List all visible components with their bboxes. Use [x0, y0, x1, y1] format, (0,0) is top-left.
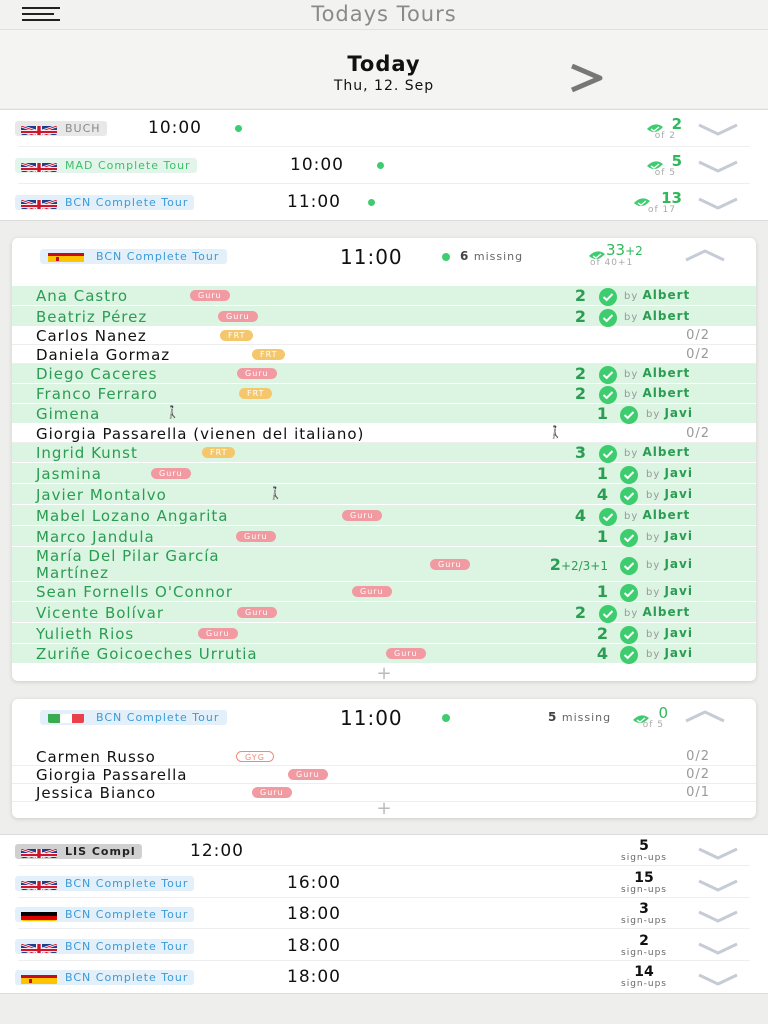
participant-row[interactable]: [12, 463, 756, 484]
chevron-down-icon[interactable]: [697, 941, 739, 955]
chevron-down-icon[interactable]: [697, 878, 739, 892]
participant-count-number: 4: [574, 506, 586, 525]
participant-count-number: 2: [574, 603, 586, 622]
confirmed-by: [646, 529, 693, 543]
page-title: Todays Tours: [311, 2, 457, 26]
participant-count: [492, 443, 586, 462]
missing-count: [460, 249, 523, 263]
tour-time: 18:00: [287, 904, 341, 924]
check-icon: [598, 385, 618, 405]
flag-icon: [21, 846, 57, 858]
participant-count-number: 1: [596, 464, 608, 483]
participant-row[interactable]: [12, 602, 756, 623]
check-icon: [598, 308, 618, 328]
confirmed-by-name: Albert: [642, 386, 691, 400]
badge-guru: Guru: [237, 368, 277, 379]
card-header[interactable]: [12, 238, 756, 288]
confirmed-by: [624, 445, 690, 459]
total-count: of 5: [654, 168, 676, 178]
participant-count-number: 1: [596, 582, 608, 601]
confirmed-count: 13: [661, 189, 682, 207]
participant-count-number: 2: [596, 624, 608, 643]
participant-count: [492, 624, 608, 643]
participant-row[interactable]: [12, 484, 756, 505]
tour-row[interactable]: [0, 930, 768, 961]
badge-guru: Guru: [288, 769, 328, 780]
flag-icon: [21, 909, 57, 921]
participant-name: Gimena: [36, 405, 101, 423]
check-icon: [598, 287, 618, 307]
check-icon: [619, 556, 639, 576]
check-icon: [619, 486, 639, 506]
flag-icon: [21, 878, 57, 890]
confirmed-by-name: Javi: [664, 646, 693, 660]
chevron-down-icon[interactable]: [697, 972, 739, 986]
badge-guru: Guru: [252, 787, 292, 798]
participant-ratio: 0/2: [686, 767, 710, 782]
participant-name-line2: Martínez: [36, 564, 109, 582]
badge-frt: FRT: [239, 388, 272, 399]
participant-name: Jessica Bianco: [36, 784, 157, 802]
flag-icon: [48, 711, 84, 723]
check-icon: [598, 507, 618, 527]
badge-guru: Guru: [237, 607, 277, 618]
confirmed-count: 2: [671, 115, 682, 133]
participant-count-number: 2: [574, 286, 586, 305]
confirmed-by: [624, 508, 690, 522]
badge-guru: Guru: [151, 468, 191, 479]
participant-count-number: 2: [549, 555, 561, 574]
tour-label: BCN Complete Tour: [15, 195, 194, 210]
confirmed-by: [646, 626, 693, 640]
check-icon: [619, 625, 639, 645]
by-prefix: by: [624, 312, 639, 323]
participant-name: María Del Pilar García: [36, 547, 220, 565]
participant-count: [492, 286, 586, 305]
check-icon: [619, 583, 639, 603]
badge-guru: Guru: [430, 559, 470, 570]
date-day: Today: [347, 52, 421, 76]
check-icon: [598, 365, 618, 385]
confirmed-by-name: Javi: [664, 557, 693, 571]
confirmed-by: [624, 288, 690, 302]
check-icon: [619, 528, 639, 548]
confirmed-by: [646, 466, 693, 480]
badge-guru: Guru: [342, 510, 382, 521]
badge-gyg: GYG: [236, 751, 274, 762]
badge-guru: Guru: [218, 311, 258, 322]
tour-label: MAD Complete Tour: [15, 158, 197, 173]
date-full: Thu, 12. Sep: [333, 78, 435, 94]
tour-time: 10:00: [148, 118, 202, 138]
total-count: of 40+1: [590, 258, 634, 268]
walking-person-icon: 🚶: [165, 405, 180, 419]
participant-name: Ingrid Kunst: [36, 444, 138, 462]
by-prefix: by: [646, 560, 661, 571]
participant-count-number: 1: [596, 527, 608, 546]
signup-count: 15: [634, 869, 654, 886]
by-prefix: by: [646, 629, 661, 640]
participant-name: Yulieth Rios: [36, 625, 135, 643]
confirmed-by-name: Albert: [642, 508, 691, 522]
participant-count: [492, 404, 608, 423]
participant-name: Diego Caceres: [36, 365, 158, 383]
participant-count: [492, 307, 586, 326]
tour-time: 12:00: [190, 841, 244, 861]
confirmed-count: [606, 241, 643, 259]
total-count: of 17: [648, 205, 676, 215]
total-count: of 5: [642, 720, 664, 730]
tour-time: 16:00: [287, 872, 341, 893]
check-icon: [619, 645, 639, 665]
confirmed-by-name: Javi: [664, 406, 693, 420]
tour-label: BCN Complete Tour: [15, 907, 194, 922]
badge-guru: Guru: [198, 628, 238, 639]
by-prefix: by: [624, 389, 639, 400]
tour-label: BCN Complete Tour: [40, 710, 227, 725]
participant-count: [492, 506, 586, 525]
participant-ratio: 0/2: [686, 328, 710, 343]
confirmed-by-name: Javi: [664, 466, 693, 480]
participant-name: Vicente Bolívar: [36, 604, 164, 622]
date-header: [0, 30, 768, 108]
participant-name: Giorgia Passarella (vienen del italiano): [36, 425, 365, 443]
participant-row[interactable]: [12, 443, 756, 463]
confirmed-extra: +2: [625, 244, 643, 258]
tour-label: BCN Complete Tour: [15, 939, 194, 954]
participant-row[interactable]: [12, 384, 756, 404]
participant-count: [492, 555, 608, 574]
participant-row[interactable]: [12, 424, 756, 443]
walking-person-icon: 🚶: [548, 425, 563, 439]
chevron-down-icon[interactable]: [697, 159, 739, 173]
participant-name: Jasmina: [36, 465, 102, 483]
confirmed-by: [646, 584, 693, 598]
participant-count-number: 2: [574, 364, 586, 383]
by-prefix: by: [624, 448, 639, 459]
by-prefix: by: [646, 649, 661, 660]
status-dot-icon: [442, 714, 450, 722]
participant-count-number: 1: [596, 404, 608, 423]
tour-row[interactable]: [0, 184, 768, 221]
confirmed-by-name: Albert: [642, 445, 691, 459]
participant-name: Giorgia Passarella: [36, 766, 188, 784]
tour-list-bottom: [0, 834, 768, 994]
badge-frt: FRT: [252, 349, 285, 360]
participant-count: [492, 582, 608, 601]
participant-name: Mabel Lozano Angarita: [36, 507, 229, 525]
check-icon: [598, 604, 618, 624]
badge-guru: Guru: [386, 648, 426, 659]
tour-list-top: [0, 109, 768, 221]
confirmed-by-name: Javi: [664, 584, 693, 598]
check-icon: [619, 405, 639, 425]
signup-count: 2: [639, 932, 649, 949]
signup-label: sign-ups: [621, 853, 667, 863]
tour-row[interactable]: [0, 147, 768, 184]
participant-name: Zuriñe Goicoeches Urrutia: [36, 645, 258, 663]
badge-guru: Guru: [236, 531, 276, 542]
by-prefix: by: [646, 409, 661, 420]
flag-icon: [21, 160, 57, 172]
confirmed-number: 33: [606, 241, 626, 259]
tour-time: 11:00: [287, 192, 341, 212]
missing-count: [548, 710, 611, 724]
by-prefix: by: [646, 469, 661, 480]
missing-label: missing: [561, 711, 612, 724]
participant-count-number: 2: [574, 384, 586, 403]
participant-row[interactable]: [12, 644, 756, 664]
participant-count: [492, 384, 586, 403]
chevron-down-icon[interactable]: [697, 196, 739, 210]
participant-name: Daniela Gormaz: [36, 346, 171, 364]
participant-row[interactable]: [12, 623, 756, 644]
tour-row[interactable]: [0, 898, 768, 929]
participant-row[interactable]: [12, 505, 756, 526]
tour-label: BCN Complete Tour: [15, 970, 194, 985]
participant-count: [492, 603, 586, 622]
status-dot-icon: [377, 162, 384, 169]
participant-name: Sean Fornells O'Connor: [36, 583, 233, 601]
status-dot-icon: [235, 125, 242, 132]
signup-label: sign-ups: [621, 947, 667, 958]
confirmed-by: [624, 309, 690, 323]
signup-count: 5: [639, 838, 649, 854]
confirmed-by-name: Javi: [664, 529, 693, 543]
confirmed-count: 5: [671, 152, 682, 170]
participant-ratio: 0/2: [686, 426, 710, 441]
participant-row[interactable]: [12, 286, 756, 306]
flag-icon: [21, 941, 57, 953]
by-prefix: by: [624, 291, 639, 302]
participant-row[interactable]: [12, 306, 756, 327]
participant-count: [492, 527, 608, 546]
tour-card-bcn-es: [12, 238, 756, 681]
confirmed-by: [624, 605, 690, 619]
participant-row[interactable]: [12, 547, 756, 582]
participant-row[interactable]: [12, 766, 756, 784]
participant-count-number: 2: [574, 307, 586, 326]
tour-row[interactable]: [0, 961, 768, 992]
by-prefix: by: [646, 490, 661, 501]
card-header[interactable]: [12, 699, 756, 749]
participant-count: [492, 485, 608, 504]
participant-row[interactable]: [12, 327, 756, 345]
tour-time: 18:00: [287, 935, 341, 956]
confirmed-by: [646, 487, 693, 501]
confirmed-by: [624, 366, 690, 380]
participant-row[interactable]: [12, 748, 756, 766]
missing-number: 5: [548, 710, 558, 724]
confirmed-by-name: Albert: [642, 605, 691, 619]
tour-label: BUCH: [15, 121, 107, 136]
tour-label: BCN Complete Tour: [40, 249, 227, 264]
signup-label: sign-ups: [621, 979, 667, 989]
confirmed-by-name: Albert: [642, 366, 691, 380]
tour-label: LIS Compl: [15, 844, 142, 859]
participant-ratio: 0/2: [686, 347, 710, 362]
check-icon: [619, 465, 639, 485]
badge-guru: Guru: [190, 290, 230, 301]
confirmed-by: [646, 557, 693, 571]
badge-frt: FRT: [220, 330, 253, 341]
participant-row[interactable]: [12, 345, 756, 364]
next-day-icon[interactable]: [566, 60, 606, 100]
flag-icon: [21, 972, 57, 984]
confirmed-by-name: Albert: [642, 309, 691, 323]
tour-time: 18:00: [287, 967, 341, 987]
tour-row[interactable]: [0, 835, 768, 866]
walking-person-icon: 🚶: [268, 486, 283, 500]
missing-label: missing: [473, 250, 524, 263]
participant-count-number: 3: [574, 443, 586, 462]
participant-count-number: 4: [596, 485, 608, 504]
by-prefix: by: [624, 608, 639, 619]
chevron-up-icon[interactable]: [684, 709, 726, 723]
status-dot-icon: [368, 199, 375, 206]
badge-guru: Guru: [352, 586, 392, 597]
by-prefix: by: [624, 511, 639, 522]
participant-ratio: 0/1: [686, 785, 710, 800]
signup-count: 3: [639, 901, 649, 917]
add-participant-icon[interactable]: +: [376, 663, 392, 681]
participant-row[interactable]: [12, 526, 756, 547]
chevron-up-icon[interactable]: [684, 248, 726, 262]
by-prefix: by: [646, 532, 661, 543]
participant-count: [492, 644, 608, 663]
participant-name: Javier Montalvo: [36, 486, 167, 504]
confirmed-by-name: Javi: [664, 626, 693, 640]
participant-ratio: 0/2: [686, 749, 710, 764]
by-prefix: by: [624, 369, 639, 380]
check-icon: [598, 444, 618, 464]
confirmed-by-name: Albert: [642, 288, 691, 302]
by-prefix: by: [646, 587, 661, 598]
participant-row[interactable]: [12, 404, 756, 424]
tour-row[interactable]: [0, 867, 768, 898]
chevron-down-icon[interactable]: [697, 909, 739, 923]
participant-row[interactable]: [12, 364, 756, 384]
navigation-bar: [0, 0, 768, 30]
participant-name: Marco Jandula: [36, 528, 155, 546]
signup-label: sign-ups: [621, 916, 667, 926]
total-count: of 2: [654, 131, 676, 141]
tour-time: 11:00: [340, 245, 403, 269]
participant-count-extra: +2/3+1: [560, 559, 608, 573]
participant-name: Beatriz Pérez: [36, 308, 148, 326]
tour-row[interactable]: [0, 110, 768, 147]
confirmed-by-name: Javi: [664, 487, 693, 501]
tour-time: 11:00: [340, 706, 403, 730]
tour-label: BCN Complete Tour: [15, 876, 194, 891]
tour-card-bcn-it: [12, 699, 756, 818]
confirmed-count: 0: [658, 704, 668, 722]
confirmed-by: [624, 386, 690, 400]
participant-name: Ana Castro: [36, 287, 129, 305]
signup-label: sign-ups: [621, 884, 667, 895]
signup-count: 14: [634, 964, 654, 980]
participant-name: Franco Ferraro: [36, 385, 158, 403]
add-participant-icon[interactable]: +: [376, 798, 392, 818]
chevron-down-icon[interactable]: [697, 122, 739, 136]
participant-row[interactable]: [12, 582, 756, 602]
participant-count: [492, 464, 608, 483]
confirmed-by: [646, 406, 693, 420]
flag-icon: [21, 123, 57, 135]
confirmed-by: [646, 646, 693, 660]
flag-icon: [21, 197, 57, 209]
status-dot-icon: [442, 253, 450, 261]
badge-frt: FRT: [202, 447, 235, 458]
participant-name: Carmen Russo: [36, 748, 156, 766]
missing-number: 6: [460, 249, 470, 263]
flag-icon: [48, 250, 84, 262]
tour-time: 10:00: [290, 155, 344, 175]
participant-name: Carlos Nanez: [36, 327, 147, 345]
chevron-down-icon[interactable]: [697, 846, 739, 860]
participant-count-number: 4: [596, 644, 608, 663]
participant-count: [492, 364, 586, 383]
